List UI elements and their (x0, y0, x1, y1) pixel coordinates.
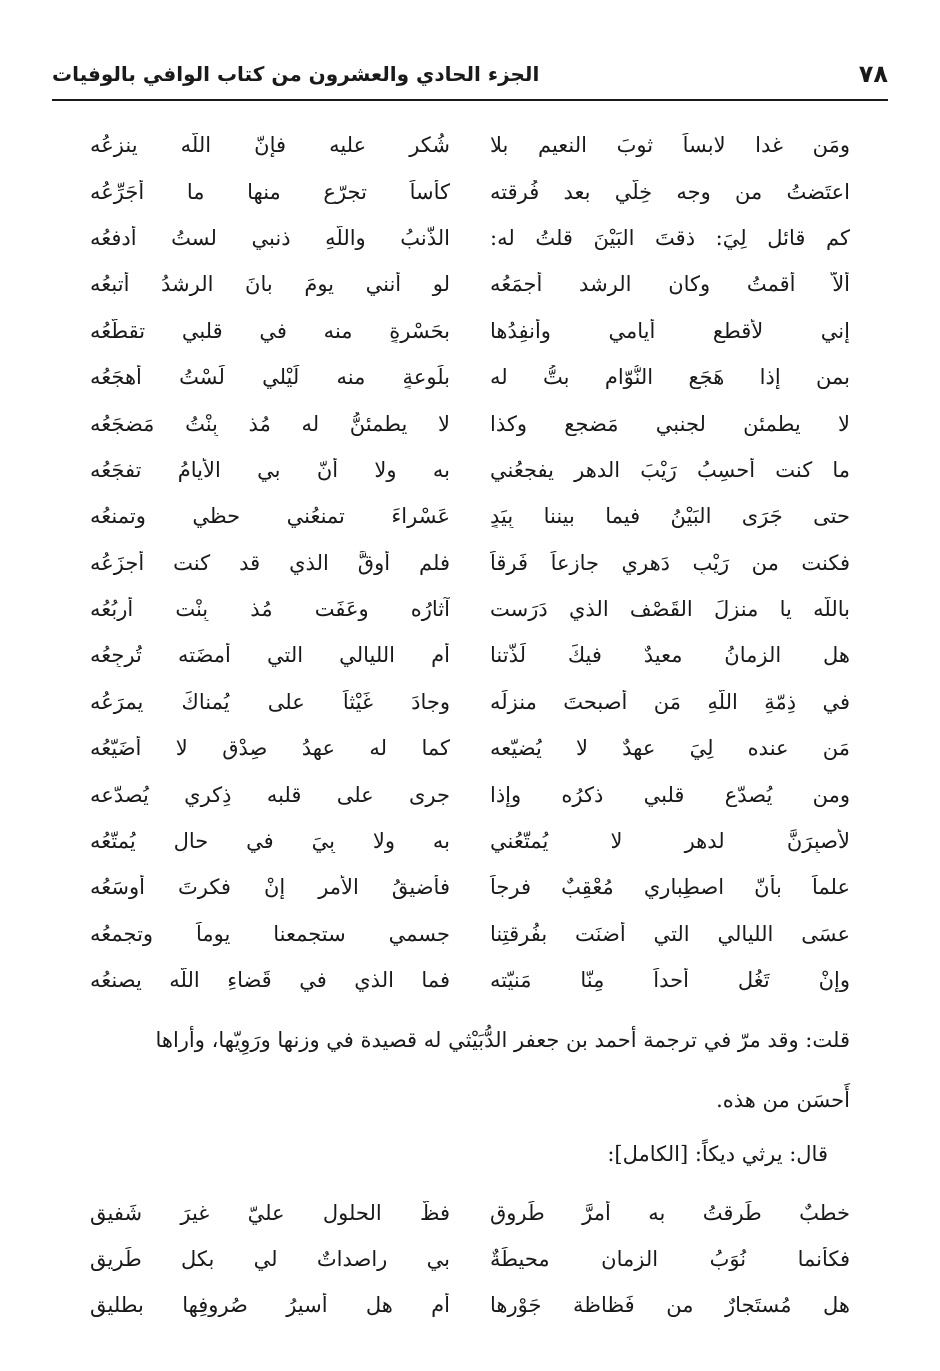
verse-second-hemistich: جرى على قلبه ذِكري يُصدّعه (90, 782, 450, 807)
verse-first-hemistich: في ذِمّةِ اللّهِ مَن أصبحتَ منزلَه (490, 689, 850, 714)
verse-second-hemistich: فأضيقُ الأمرِ إنْ فكرتَ أوسَعُه (90, 875, 450, 900)
verse (90, 122, 850, 168)
verse-second-hemistich: كما له عهدُ صِدْقٍ لا أُضَيّعُه (90, 736, 450, 761)
verse-second-hemistich: الذّنبُ واللّهِ ذنبي لستُ أدفعُه (90, 225, 450, 250)
verse-first-hemistich: لا يطمئن لجنبي مَضجع وكذا (490, 411, 850, 436)
verse-second-hemistich: وجادَ غَيْثاً على يُمناكَ يمرَعُه (90, 689, 450, 714)
verse (90, 540, 850, 586)
verse-first-hemistich: مَن عنده لِيَ عهدٌ لا يُضيّعه (490, 736, 850, 761)
verse-first-hemistich: وإنْ تَغُل أحداً مِنّا مَنيّته (490, 968, 850, 993)
verse (90, 1236, 850, 1282)
verse-second-hemistich: فما الذي في قَضاءِ اللّه يصنعُه (90, 968, 450, 993)
verse-first-hemistich: ومَن غدا لابساً ثوبَ النعيم بلا (490, 133, 850, 158)
verse (90, 261, 850, 307)
verse (90, 818, 850, 864)
verse-first-hemistich: بمن إذا هَجَع النُّوّام بتُّ له (490, 365, 850, 390)
verse (90, 215, 850, 261)
verse-second-hemistich: شُكرٍ عليه فإنّ اللّه ينزعُه (90, 133, 450, 158)
verse (90, 308, 850, 354)
verse-first-hemistich: حتى جَرَى البَيْنُ فيما بيننا بِيَدٍ (490, 504, 850, 529)
running-title: الجزء الحادي والعشرون من كتاب الوافي بالوفيات (52, 62, 540, 86)
verse-second-hemistich: بحَسْرةٍ منه في قلبي تقطّعُه (90, 318, 450, 343)
verse-first-hemistich: علماً بأنّ اصطِباري مُعْقِبٌ فرجاً (490, 875, 850, 900)
poem-introduction: قال: يرثي ديكاً: [الكامل]: (607, 1142, 828, 1166)
poem-ain (90, 122, 850, 1003)
verse-second-hemistich: أم هل أسيرُ صُروفِها بطليقِ (90, 1293, 450, 1317)
verse-second-hemistich: لا يطمئنُّ له مُذ بِنْتُ مَضجَعُه (90, 411, 450, 436)
verse (90, 493, 850, 539)
poem-qaf (90, 1190, 850, 1328)
page-number: ٧٨ (858, 60, 888, 88)
verse (90, 1190, 850, 1236)
verse-second-hemistich: لو أنني يومَ بانَ الرشدُ أتبعُه (90, 272, 450, 297)
verse-first-hemistich: باللّه يا منزلَ القَصْف الذي دَرَست (490, 597, 850, 622)
verse-first-hemistich: هل مُستَجارٌ من فَظاظة جَوْرها (490, 1293, 850, 1317)
verse (90, 400, 850, 446)
verse-first-hemistich: فكأنما نُوَبُ الزمانِ محيطَةٌ (490, 1247, 850, 1271)
verse (90, 354, 850, 400)
verse (90, 864, 850, 910)
commentary-line: أَحسَن من هذه. (716, 1088, 850, 1112)
verse-first-hemistich: إني لأقطع أيامي وأُنفِدُها (490, 318, 850, 343)
verse-second-hemistich: أم الليالي التي أمضَته تُرجِعُه (90, 643, 450, 668)
verse-second-hemistich: آثارُه وعَفَت مُذ بِنْت أربُعُه (90, 597, 450, 622)
verse-second-hemistich: عَسْراءَ تمنعُني حظي وتمنعُه (90, 504, 450, 529)
page-header (52, 52, 888, 96)
verse (90, 168, 850, 214)
verse (90, 1282, 850, 1328)
verse-second-hemistich: جسمي ستجمعنا يوماً وتجمعُه (90, 921, 450, 946)
verse-first-hemistich: ألاّ أقمتُ وكان الرشد أجمَعُه (490, 272, 850, 297)
header-divider (52, 99, 888, 101)
verse (90, 586, 850, 632)
verse-first-hemistich: هل الزمانُ معيدٌ فيكَ لَذّتنا (490, 643, 850, 668)
verse (90, 447, 850, 493)
verse-first-hemistich: لأَصبِرَنَّ لدهرٍ لا يُمتّعُني (490, 829, 850, 854)
verse-first-hemistich: كم قائلٍ لِيَ: ذقتَ البَيْنَ قلتُ له: (490, 225, 850, 250)
verse-first-hemistich: ومن يُصدّع قلبي ذكرُه وإذا (490, 782, 850, 807)
verse (90, 679, 850, 725)
verse-second-hemistich: به ولا أنّ بي الأيامُ تفجَعُه (90, 457, 450, 482)
verse-first-hemistich: ما كنت أحسِبُ رَيْبَ الدهر يفجعُني (490, 457, 850, 482)
verse-second-hemistich: بي راصداتٌ لي بكل طَريقِ (90, 1247, 450, 1271)
verse-second-hemistich: فظّ الحلولِ عليّ غيرَ شَفيقِ (90, 1201, 450, 1225)
verse-first-hemistich: خطبٌ طَرقتُ به أمرَّ طَروقِ (490, 1201, 850, 1225)
verse-second-hemistich: بلَوعةٍ منه لَيْلي لَسْتُ أهجَعُه (90, 365, 450, 390)
verse (90, 771, 850, 817)
verse-second-hemistich: كأساً تجرّع منها ما أُجَرِّعُه (90, 179, 450, 204)
verse (90, 911, 850, 957)
verse (90, 632, 850, 678)
verse (90, 725, 850, 771)
verse-first-hemistich: اعتَضتُ من وجه خِلّي بعد فُرقته (490, 179, 850, 204)
verse (90, 957, 850, 1003)
verse-first-hemistich: فكنت من رَيْبِ دَهري جازعاً فَرِقاً (490, 550, 850, 575)
commentary-line: قلت: وقد مرّ في ترجمة أحمد بن جعفر الدُّبَيْثي له قصيدة في وزنها ورَوِيّها، وأراها (155, 1028, 850, 1052)
verse-second-hemistich: به ولا بِيَ في حالٍ يُمتّعُه (90, 829, 450, 854)
verse-second-hemistich: فلم أوقَّ الذي قد كنت أجزَعُه (90, 550, 450, 575)
verse-first-hemistich: عسَى الليالي التي أضنَت بفُرقتِنا (490, 921, 850, 946)
